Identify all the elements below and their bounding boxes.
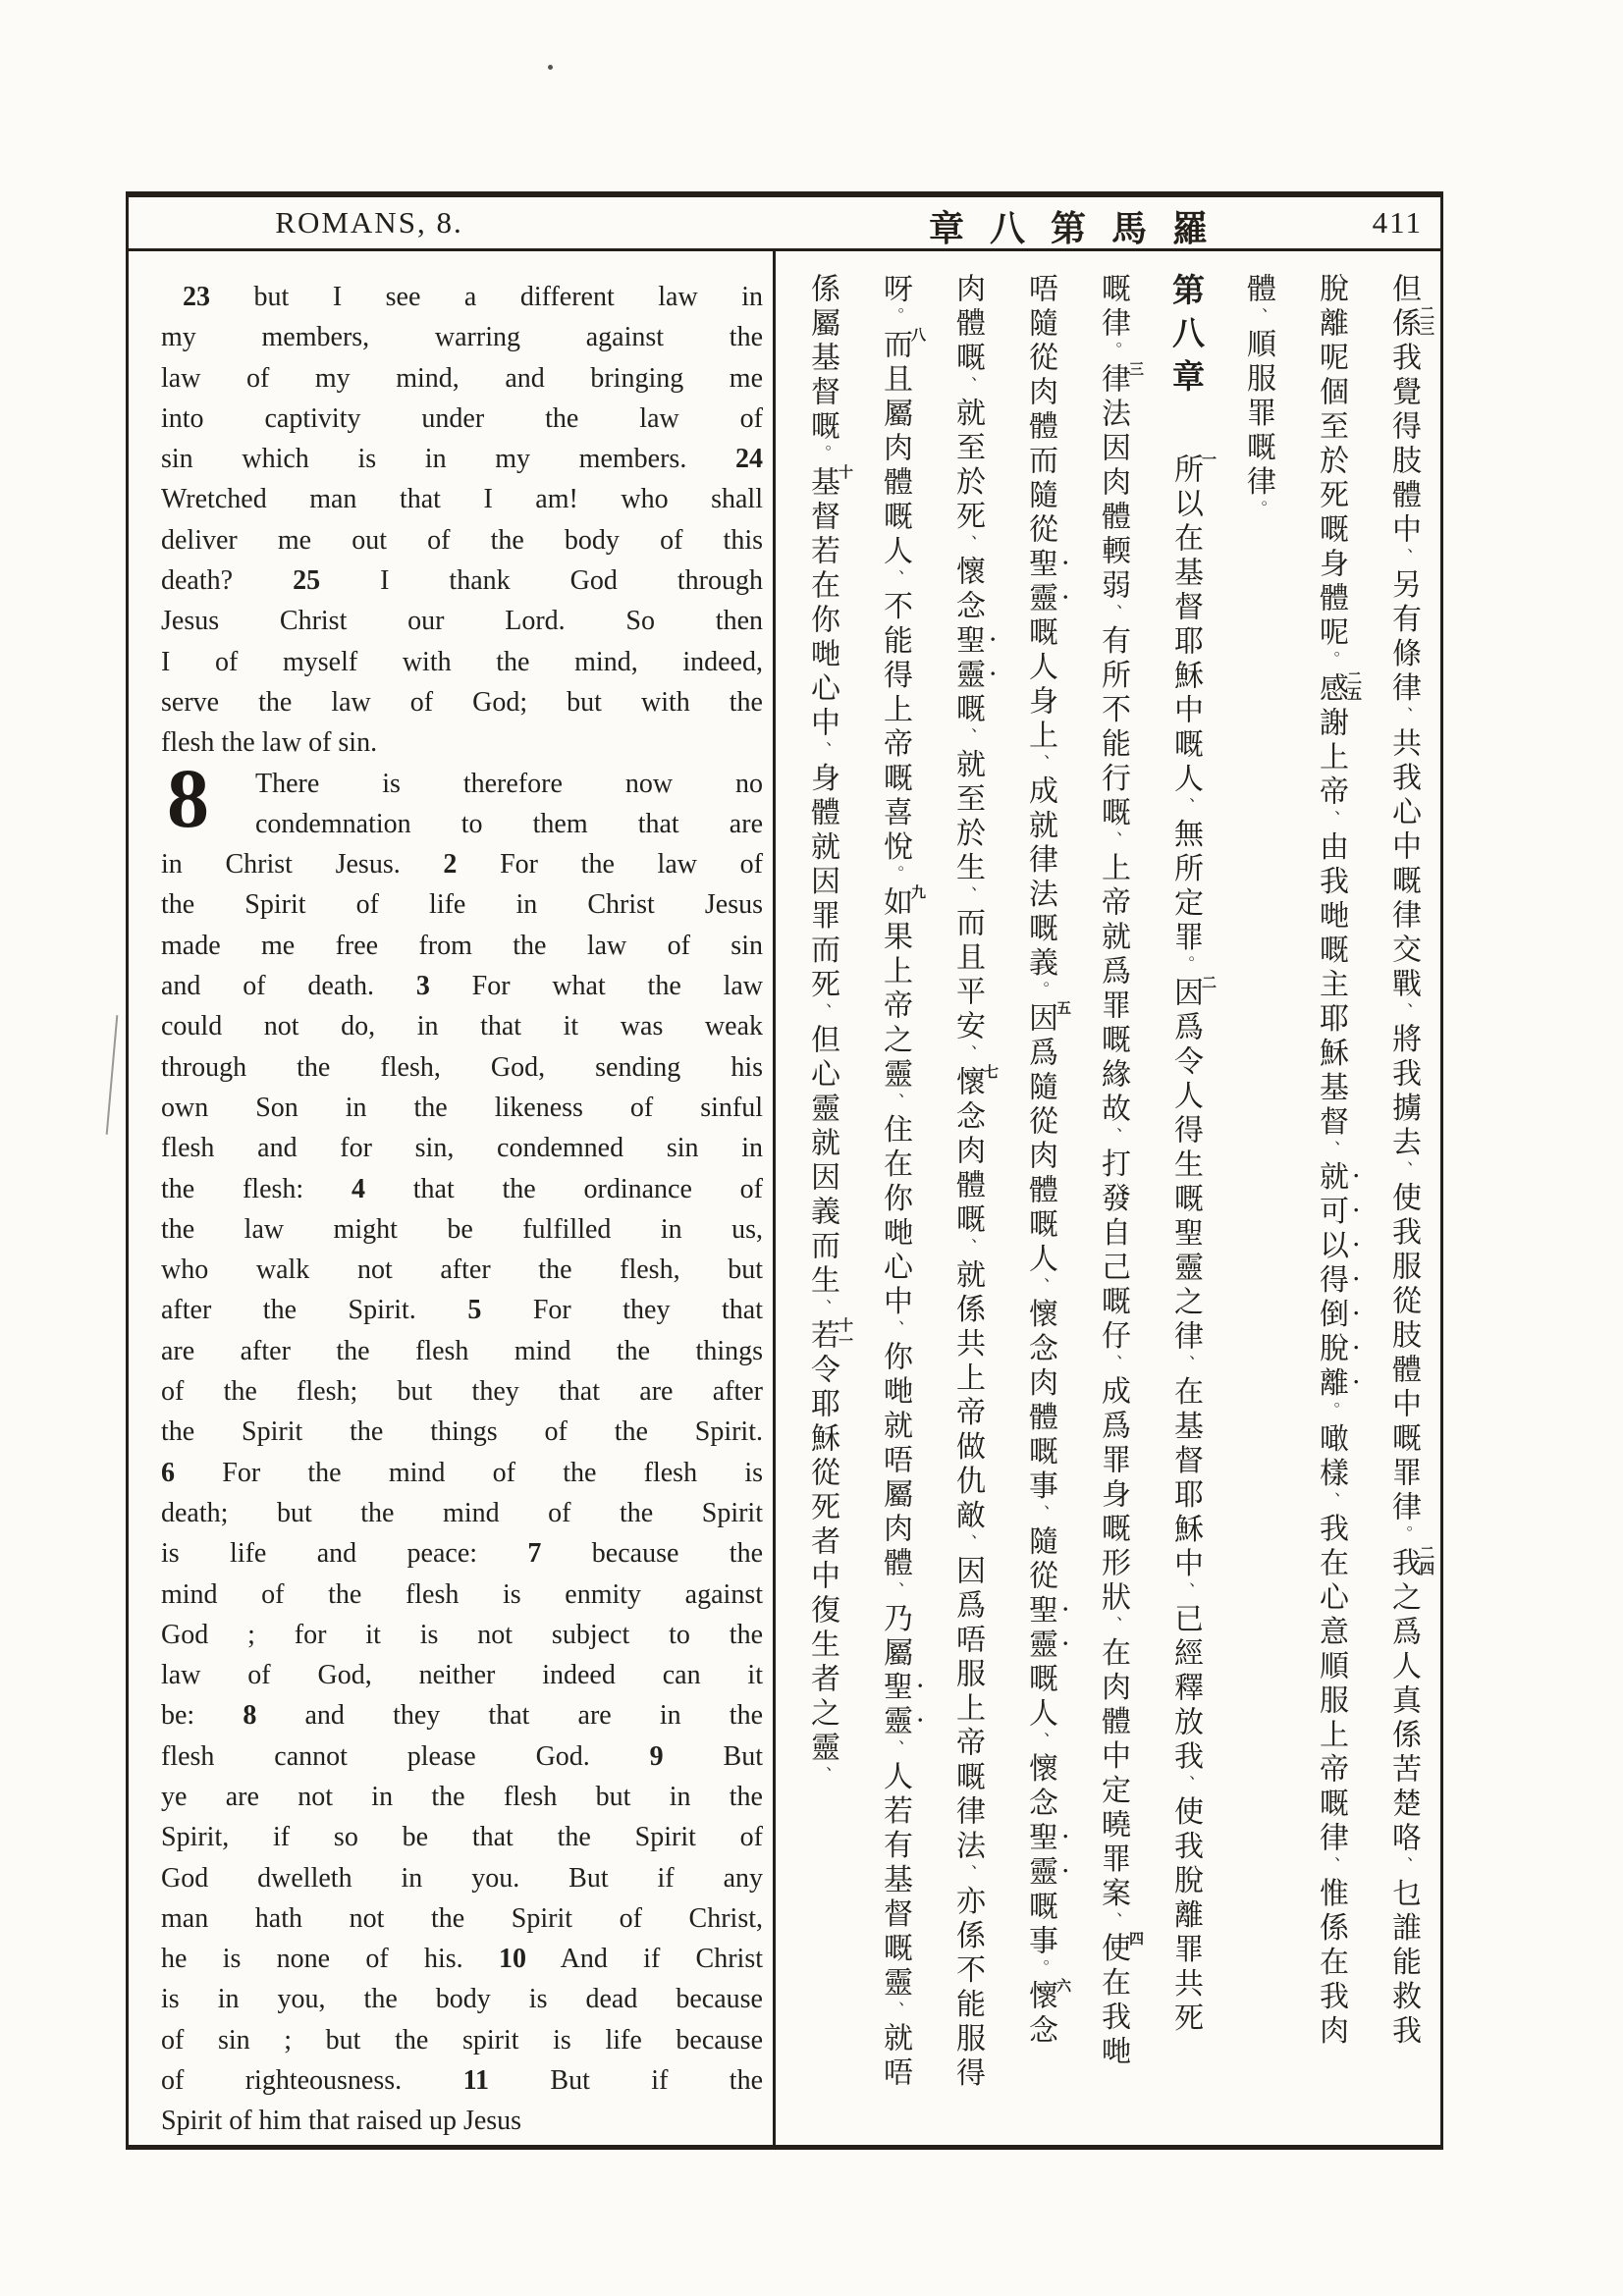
text-run: 若令耶穌從死者中復生者之靈、 [806,1319,839,1788]
column-divider [773,251,776,2145]
english-text-column [161,277,763,2142]
emphasized-text-run: 就可以得倒脫離 [1315,1160,1347,1402]
verse-line: Wretched man that I am! who shall [161,484,763,515]
text-run: 係屬基督嘅。 [806,273,839,466]
text-run: 嘅律。 [1097,273,1129,363]
text-run: 嘅、就至於生、而且平安、 [951,693,984,1066]
chinese-text-block [780,273,1439,2150]
text-run: 因爲令人得生嘅聖靈之律、在基督耶穌中、已經釋放我、使我脫離罪共死 [1169,977,1202,2037]
text-run: 懷念肉體嘅、就係共上帝做仇敵、因爲唔服上帝嘅律法、亦係不能服得 [951,1065,984,2091]
verse-line: in Christ Jesus. 2 For the law of [161,849,763,881]
verse-line: law of God, neither indeed can it [161,1660,763,1691]
verse-line: flesh the law of sin. [161,727,378,759]
chinese-column: 係屬基督嘅。 十 基督若在你哋心中、身體就因罪而死、但心靈就因義而生、 十一 若令耶穌從死者中復生者之靈、 [806,273,852,1788]
header-title-english: ROMANS, 8. [275,205,463,240]
scan-scratch [106,1015,119,1135]
text-run: 律法因肉體輭弱、有所不能行嘅、上帝就爲罪嘅緣故、打發自己嘅仔、成爲罪身嘅形狀、在肉體中定曉罪案、 [1097,362,1129,1933]
verse-line: the Spirit the things of the Spirit. [161,1416,763,1448]
text-run: 所以在基督耶穌中嘅人、無所定罪。 [1169,454,1202,977]
verse-line: through the flesh, God, sending his [161,1051,763,1083]
page-border [126,191,1443,2150]
header-title-chinese: 章八第馬羅 [928,209,1233,248]
text-run: 嘅人身上、成就律法嘅義。 [1024,616,1056,1002]
verse-line: Spirit, if so be that the Spirit of [161,1822,763,1853]
text-run: 唔隨從肉體而隨從 [1024,273,1056,548]
verse-line: sin which is in my members. 24 [161,444,763,475]
verse-line: Spirit of him that raised up Jesus [161,2106,522,2137]
verse-line: my members, warring against the [161,322,763,353]
text-run: 感謝上帝、由我哋嘅主耶穌基督、 [1315,671,1347,1161]
verse-line: the Spirit of life in Christ Jesus [161,889,763,921]
emphasized-text-run: 聖靈 [1024,1821,1056,1891]
verse-line: condemnation to them that are [255,808,763,839]
text-run: 。噉樣、我在心意順服上帝嘅律、惟係在我肉 [1315,1401,1347,2049]
text-run: 如果上帝之靈、住在你哋心中、你哋就唔屬肉體、乃屬 [879,885,911,1671]
verse-line: is life and peace: 7 because the [161,1538,763,1570]
text-run: 使在我哋 [1097,1932,1129,2070]
verse-line: man hath not the Spirit of Christ, [161,1902,763,1934]
emphasized-text-run: 聖靈 [1024,1594,1056,1663]
verse-line: could not do, in that it was weak [161,1011,763,1042]
verse-line: of the flesh; but they that are after [161,1376,763,1408]
verse-line: into captivity under the law of [161,402,763,434]
verse-line: made me free from the law of sin [161,930,763,961]
chapter-drop-cap: 8 [167,750,209,845]
scan-speck [548,65,553,70]
english-paragraph-romans7 [161,277,763,764]
verse-line: ye are not in the flesh but in the [161,1781,763,1812]
text-run: 呀。 [879,273,911,329]
verse-line: he is none of his. 10 And if Christ [161,1944,764,1975]
verse-line: serve the law of God; but with the [161,686,763,718]
verse-line: the flesh: 4 that the ordinance of [161,1173,764,1204]
verse-line: of sin ; but the spirit is life because [161,2024,763,2056]
chapter-heading: 第八章 [1167,273,1203,402]
verse-line: mind of the flesh is enmity against [161,1578,763,1610]
text-run: 嘅人、懷念 [1024,1663,1056,1822]
text-run: 體、順服罪嘅律。 [1242,273,1274,521]
verse-line: God dwelleth in you. But if any [161,1862,763,1894]
text-run: 懷念 [1024,1980,1056,2049]
page-content [129,251,1440,2145]
text-run: 我之爲人真係苦楚咯、乜誰能救我 [1387,1546,1420,2049]
verse-line: Jesus Christ our Lord. So then [161,606,763,637]
chinese-column: 脫離呢個至於死嘅身體呢。 二五 感謝上帝、由我哋嘅主耶穌基督、就可以得倒脫離。噉樣、我在心意順服上帝嘅律、惟係在我肉 [1315,273,1361,2049]
emphasized-text-run: 聖靈 [1024,548,1056,616]
verse-line: 6 For the mind of the flesh is [161,1457,763,1488]
page-header [129,197,1440,251]
verse-line: death? 25 I thank God through [161,565,763,597]
text-run: 嘅事。 [1024,1890,1056,1980]
chinese-column: 唔隨從肉體而隨從聖靈嘅人身上、成就律法嘅義。 五 因爲隨從肉體嘅人、懷念肉體嘅事、隨從聖靈嘅人、懷念聖靈嘅事。 六 懷念 [1024,273,1070,2049]
chinese-column [1221,273,1294,2146]
verse-line: God ; for it is not subject to the [161,1619,763,1650]
page-number: 411 [1372,205,1423,240]
text-run: 、人若有基督嘅靈、就唔 [879,1739,911,2091]
text-run: 基督若在你哋心中、身體就因罪而死、但心靈就因義而生、 [806,465,839,1319]
verse-line: law of my mind, and bringing me [161,362,763,394]
verse-line: There is therefore now no [255,768,763,799]
verse-line: after the Spirit. 5 For they that [161,1295,763,1326]
verse-line: of righteousness. 11 But if the [161,2065,763,2097]
chinese-column: 嘅律。 三 律法因肉體輭弱、有所不能行嘅、上帝就爲罪嘅緣故、打發自己嘅仔、成爲罪身嘅形狀、在肉體中定曉罪案、 四 使在我哋 [1097,273,1143,2070]
verse-line: deliver me out of the body of this [161,524,763,556]
verse-line: death; but the mind of the Spirit [161,1497,763,1528]
emphasized-text-run: 聖靈 [879,1671,911,1739]
verse-line: be: 8 and they that are in the [161,1700,763,1732]
verse-line: I of myself with the mind, indeed, [161,646,763,677]
chinese-column: 第八章 一 所以在基督耶穌中嘅人、無所定罪。 二 因爲令人得生嘅聖靈之律、在基督耶穌中、已經釋放我、使我脫離罪共死 [1167,273,1216,2037]
verse-line: flesh and for sin, condemned sin in [161,1133,763,1164]
verse-line: who walk not after the flesh, but [161,1255,763,1286]
text-run: 脫離呢個至於死嘅身體呢。 [1315,273,1347,672]
text-run: 而且屬肉體嘅人、不能得上帝嘅喜悅。 [879,328,911,886]
verse-line: flesh cannot please God. 9 But [161,1740,763,1772]
verse-line: own Son in the likeness of sinful [161,1092,763,1123]
chinese-column: 肉體嘅、就至於死、懷念聖靈嘅、就至於生、而且平安、 七 懷念肉體嘅、就係共上帝做仇敵、因爲唔服上帝嘅律法、亦係不能服得 [951,273,998,2091]
chinese-column: 呀。 八 而且屬肉體嘅人、不能得上帝嘅喜悅。 九 如果上帝之靈、住在你哋心中、你哋就唔屬肉體、乃屬聖靈、人若有基督嘅靈、就唔 [879,273,925,2091]
verse-line: is in you, the body is dead because [161,1984,763,2015]
verse-line: 23 but I see a different law in [183,282,763,312]
verse-line: and of death. 3 For what the law [161,971,763,1002]
text-run: 肉體嘅、就至於死、懷念 [951,273,984,624]
chinese-column: 但 二三 係我覺得肢體中、另有條律、共我心中嘅律交戰、將我擄去、使我服從肢體中嘅罪律。 二四 我之爲人真係苦楚咯、乜誰能救我 [1387,273,1434,2049]
text-run: 但 [1387,273,1420,307]
text-run: 因爲隨從肉體嘅人、懷念肉體嘅事、隨從 [1024,1002,1056,1594]
text-run: 係我覺得肢體中、另有條律、共我心中嘅律交戰、將我擄去、使我服從肢體中嘅罪律。 [1387,307,1420,1547]
english-paragraph-romans8 [161,750,764,2142]
emphasized-text-run: 聖靈 [951,624,984,693]
verse-line: the law might be fulfilled in us, [161,1213,763,1245]
verse-line: are after the flesh mind the things [161,1335,763,1366]
